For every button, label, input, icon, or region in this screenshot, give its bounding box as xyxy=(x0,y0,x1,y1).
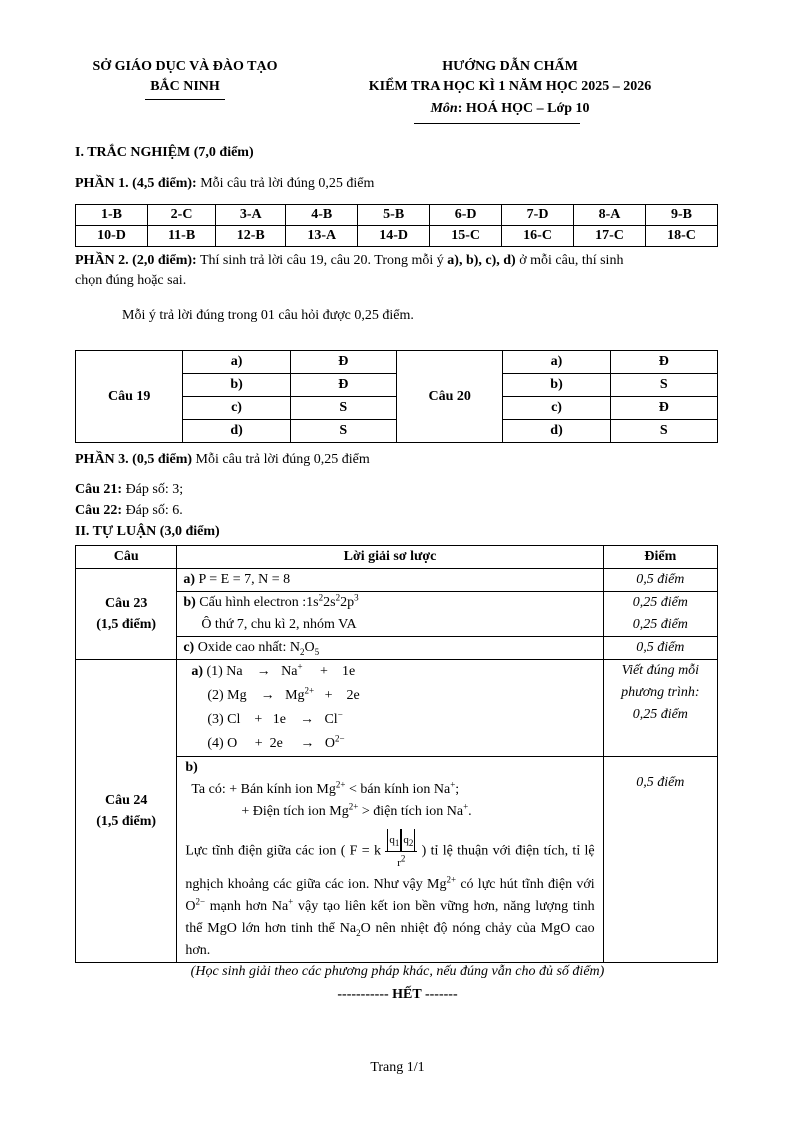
q23-b-score2: 0,25 điểm xyxy=(632,617,688,632)
q20-option: c) xyxy=(503,397,610,420)
true-false-table xyxy=(75,350,718,443)
q22-label: Câu 22: xyxy=(75,503,123,518)
answer-cell: 12-B xyxy=(216,226,286,247)
q23-a xyxy=(177,569,603,592)
part-3-title: PHẦN 3. (0,5 điểm) xyxy=(75,452,193,467)
exam-title: KIỂM TRA HỌC KÌ 1 NĂM HỌC 2025 – 2026 xyxy=(368,79,652,94)
q24-b-intro: Ta có: + Bán kính ion Mg xyxy=(191,782,336,797)
page-number: Trang 1/1 xyxy=(370,1060,425,1075)
q23-b-line2: Ô thứ 7, chu kì 2, nhóm VA xyxy=(201,617,357,632)
answer-cell: 5-B xyxy=(358,205,430,226)
answer-cell: 11-B xyxy=(147,226,215,247)
subject-text: : HOÁ HỌC – Lớp 10 xyxy=(457,101,590,116)
q21-answer-line xyxy=(75,482,183,498)
q23-b-label: b) xyxy=(183,595,196,610)
part-1-heading xyxy=(75,176,374,192)
section-1-title: I. TRẮC NGHIỆM (7,0 điểm) xyxy=(75,145,254,160)
answer-cell: 1-B xyxy=(76,205,148,226)
q24-b-score: 0,5 điểm xyxy=(603,757,717,963)
answer-row xyxy=(76,226,718,247)
q19-value: Đ xyxy=(290,374,396,397)
q20-option: d) xyxy=(503,420,610,443)
part-2-options: a), b), c), d) xyxy=(447,253,516,268)
q20-option: b) xyxy=(503,374,610,397)
end-marker: ----------- HẾT ------- xyxy=(337,987,458,1002)
q23-points: (1,5 điểm) xyxy=(96,617,157,632)
q21-answer: Đáp số: 3; xyxy=(122,482,184,497)
answer-cell: 10-D xyxy=(76,226,148,247)
q19-value: S xyxy=(290,397,396,420)
answer-cell: 14-D xyxy=(358,226,430,247)
q20-label: Câu 20 xyxy=(396,351,502,443)
q24-a-score-line2: phương trình: xyxy=(621,685,700,700)
q24-a-label: a) xyxy=(191,664,203,679)
q23-a-score: 0,5 điểm xyxy=(603,569,717,592)
answer-cell: 8-A xyxy=(574,205,646,226)
q20-value: S xyxy=(610,420,717,443)
department-name: SỞ GIÁO DỤC VÀ ĐÀO TẠO xyxy=(92,59,278,74)
answer-cell: 7-D xyxy=(502,205,574,226)
q24-a-score-line1: Viết đúng mỗi xyxy=(621,663,700,678)
part-2-title: PHẦN 2. (2,0 điểm): xyxy=(75,253,197,268)
answer-cell: 4-B xyxy=(286,205,358,226)
subject-line xyxy=(330,99,690,119)
q24-b: b) Ta có: + Bán kính ion $Mg^{2+}$ < bán kính ion Na+; + Điện tích ion $Mg^{2+}$ > điện tích ion Na+. Lực tĩnh điện giữa các ion ( F = k $\frac{q_1 q_2}{r^2}$ ) tỉ lệ thuận với điện tích, tỉ lệ nghịch khoảng các giữa các ion. Như vậy $Mg^{2+}$ có lực hút tĩnh điện với $O^{2-}$ mạnh hơn Na+ vậy tạo liên kết ion bền vững hơn, năng lượng tinh thể MgO lớn hơn tinh thể $Na_2O$ nên nhiệt độ nóng chảy của MgO cao hơn. xyxy=(177,757,603,963)
q22-answer-line xyxy=(75,503,183,519)
part-2-note: Mỗi ý trả lời đúng trong 01 câu hỏi được 0,25 điểm. xyxy=(122,308,414,323)
q23-a-label: a) xyxy=(183,572,195,587)
q19-value: S xyxy=(290,420,396,443)
answer-cell: 13-A xyxy=(286,226,358,247)
q24-a-score-line3: 0,25 điểm xyxy=(632,707,688,722)
part-1-title: PHẦN 1. (4,5 điểm): xyxy=(75,176,197,191)
q23-c-label: c) xyxy=(183,640,195,655)
doc-title: HƯỚNG DẪN CHẤM xyxy=(442,59,578,74)
part-3-desc: Mỗi câu trả lời đúng 0,25 điểm xyxy=(192,452,370,467)
province-underline xyxy=(145,99,225,100)
q23-b-text: Cấu hình electron :1s xyxy=(195,595,319,610)
q19-option: a) xyxy=(183,351,290,374)
essay-table xyxy=(75,545,718,963)
q23-b-score1: 0,25 điểm xyxy=(632,595,688,610)
col-question: Câu xyxy=(76,546,177,569)
q23-c-text: Oxide cao nhất: N xyxy=(194,640,300,655)
q23-label: Câu 23 xyxy=(104,596,148,611)
q20-value: S xyxy=(610,374,717,397)
q19-label: Câu 19 xyxy=(76,351,183,443)
col-score: Điểm xyxy=(603,546,717,569)
q23-cell xyxy=(76,569,177,660)
answer-cell: 16-C xyxy=(502,226,574,247)
part-2-desc-line2: chọn đúng hoặc sai. xyxy=(75,273,187,288)
section-2-title: II. TỰ LUẬN (3,0 điểm) xyxy=(75,524,220,539)
answer-cell: 3-A xyxy=(216,205,286,226)
answer-cell: 18-C xyxy=(646,226,718,247)
q19-option: d) xyxy=(183,420,290,443)
q24-a: a) (1) Na → Na+ + 1e (2) Mg → $Mg^{2+}$ + 2e (3) Cl + 1e → Cl− (4) O + 2e → $O^{2-}$ xyxy=(177,660,603,757)
coulomb-fraction: $\frac{q_1 q_2}{r^2}$ xyxy=(385,829,417,874)
answer-row xyxy=(76,205,718,226)
part-2-heading xyxy=(75,251,720,271)
q20-option: a) xyxy=(503,351,610,374)
q23-c-score: 0,5 điểm xyxy=(603,637,717,660)
answer-table xyxy=(75,204,718,247)
subject-prefix: Môn xyxy=(430,101,458,116)
q24-points: (1,5 điểm) xyxy=(96,814,157,829)
q21-label: Câu 21: xyxy=(75,482,123,497)
q23-b-score xyxy=(603,592,717,637)
part-2-desc-a: Thí sinh trả lời câu 19, câu 20. Trong mỗi ý xyxy=(196,253,448,268)
q20-value: Đ xyxy=(610,351,717,374)
q24-cell xyxy=(76,660,177,963)
part-1-desc: Mỗi câu trả lời đúng 0,25 điểm xyxy=(196,176,375,191)
answer-cell: 6-D xyxy=(430,205,502,226)
answer-cell: 2-C xyxy=(147,205,215,226)
q20-value: Đ xyxy=(610,397,717,420)
q22-answer: Đáp số: 6. xyxy=(122,503,183,518)
answer-cell: 17-C xyxy=(574,226,646,247)
q24-b-label: b) xyxy=(185,760,198,775)
q19-value: Đ xyxy=(290,351,396,374)
answer-cell: 9-B xyxy=(646,205,718,226)
q23-a-text: P = E = 7, N = 8 xyxy=(194,572,291,587)
q23-b: b) Cấu hình electron $:1s^22s^22p^3$ Ô thứ 7, chu kì 2, nhóm VA xyxy=(177,592,603,637)
q24-label: Câu 24 xyxy=(104,793,148,808)
subject-underline xyxy=(414,123,580,124)
q19-option: b) xyxy=(183,374,290,397)
q23-c: c) Oxide cao nhất: $N_2O_5$ xyxy=(177,637,603,660)
q19-option: c) xyxy=(183,397,290,420)
q24-a-score xyxy=(603,660,717,757)
part-3-heading xyxy=(75,452,370,468)
footer-note: (Học sinh giải theo các phương pháp khác, nếu đúng vẫn cho đủ số điểm) xyxy=(190,964,605,979)
province-name: BẮC NINH xyxy=(150,79,220,94)
col-solution: Lời giải sơ lược xyxy=(177,546,603,569)
part-2-desc-b: ở mỗi câu, thí sinh xyxy=(515,253,624,268)
answer-cell: 15-C xyxy=(430,226,502,247)
